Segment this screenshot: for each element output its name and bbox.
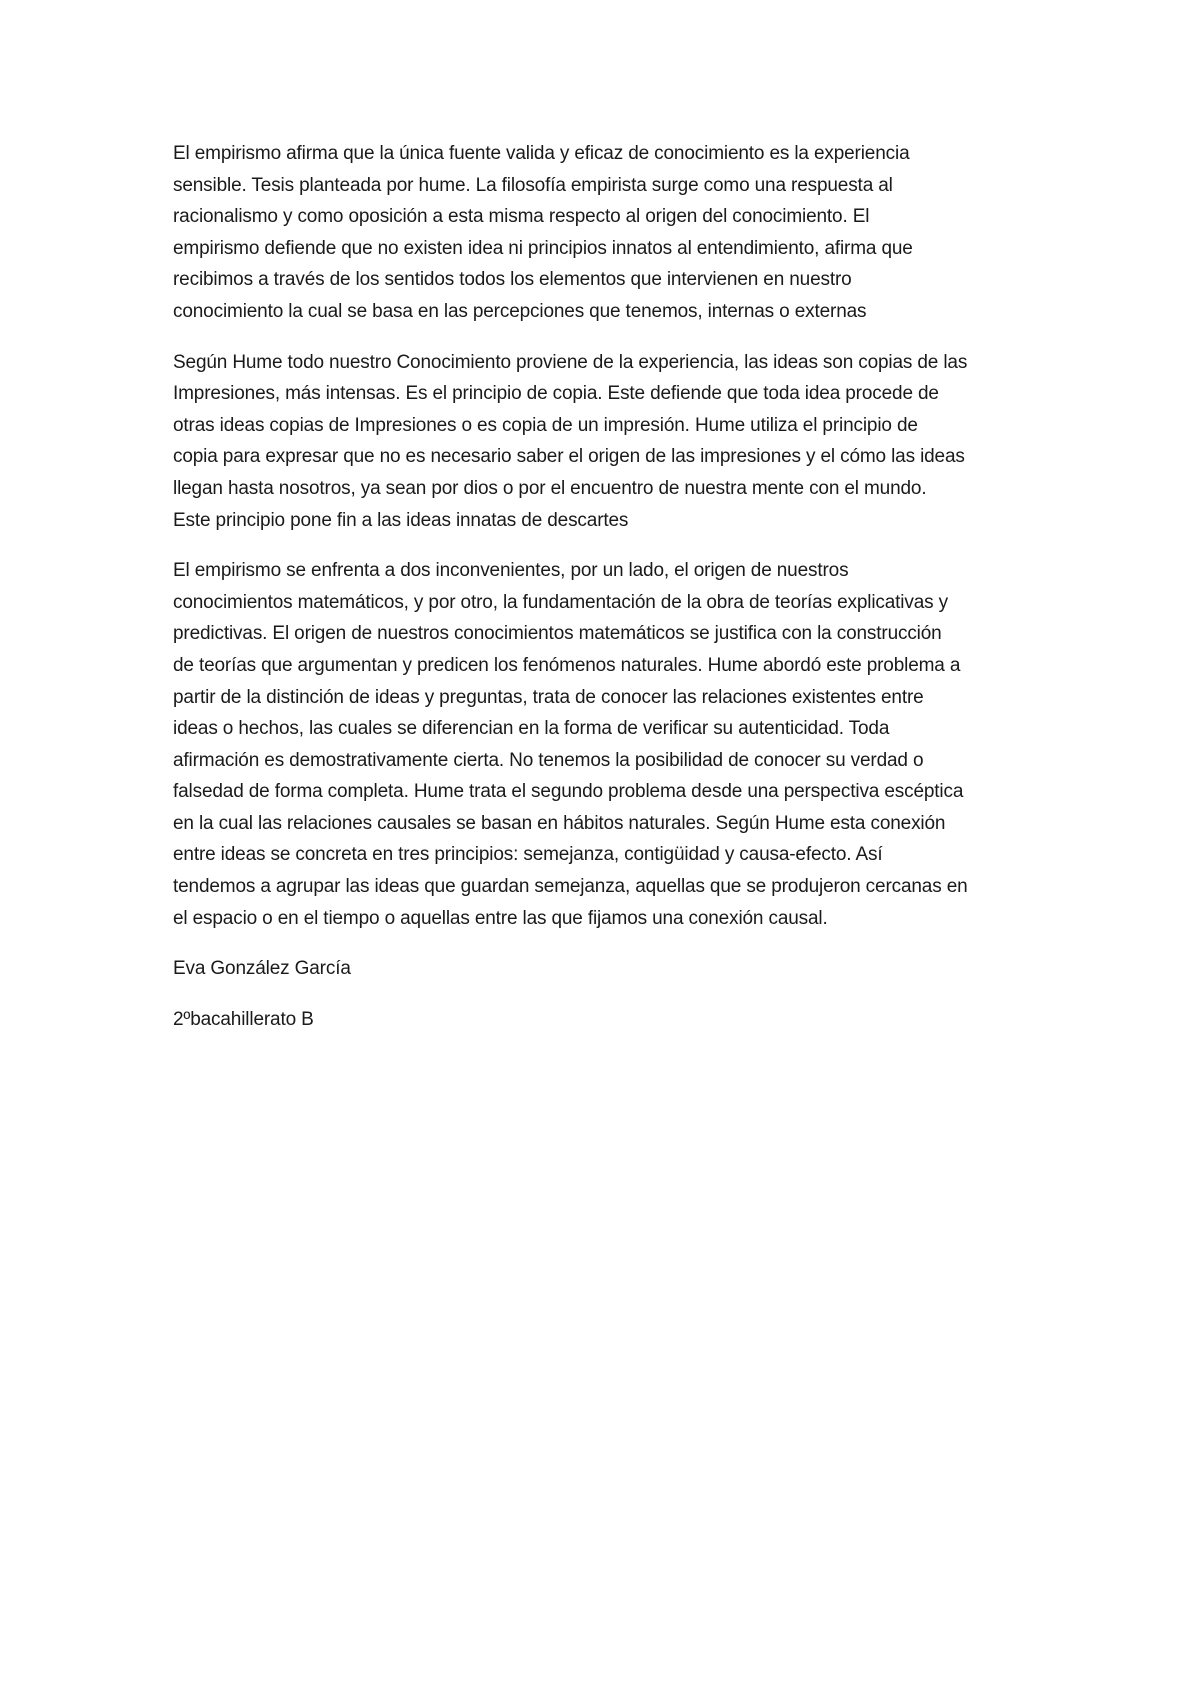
text-line: entre ideas se concreta en tres principios: semejanza, contigüidad y causa-efecto. Así — [173, 844, 883, 866]
paragraph-1 — [173, 138, 1043, 328]
text-line: llegan hasta nosotros, ya sean por dios o por el encuentro de nuestra mente con el mundo. — [173, 477, 927, 499]
text-line: falsedad de forma completa. Hume trata el segundo problema desde una perspectiva escéptica — [173, 781, 964, 803]
text-line: El empirismo afirma que la única fuente valida y eficaz de conocimiento es la experiencia — [173, 143, 910, 164]
text-line: el espacio o en el tiempo o aquellas entre las que fijamos una conexión causal. — [173, 907, 828, 929]
text-line: conocimiento la cual se basa en las percepciones que tenemos, internas o externas — [173, 300, 867, 322]
text-line: Impresiones, más intensas. Es el principio de copia. Este defiende que toda idea procede de — [173, 383, 939, 405]
text-line: tendemos a agrupar las ideas que guardan semejanza, aquellas que se produjeron cercanas en — [173, 876, 968, 898]
text-line: empirismo defiende que no existen idea ni principios innatos al entendimiento, afirma que — [173, 237, 913, 259]
text-line: sensible. Tesis planteada por hume. La filosofía empirista surge como una respuesta al — [173, 174, 893, 196]
text-line: copia para expresar que no es necesario saber el origen de las impresiones y el cómo las ideas — [173, 446, 965, 468]
author-name: Eva González García — [173, 958, 351, 980]
text-line: recibimos a través de los sentidos todos los elementos que intervienen en nuestro — [173, 269, 852, 291]
text-line: racionalismo y como oposición a esta misma respecto al origen del conocimiento. El — [173, 206, 870, 228]
paragraph-3 — [173, 555, 1043, 934]
paragraph-2 — [173, 347, 1043, 537]
course-label: 2ºbacahillerato B — [173, 1008, 314, 1030]
text-line: Este principio pone fin a las ideas innatas de descartes — [173, 509, 629, 531]
text-line: en la cual las relaciones causales se basan en hábitos naturales. Según Hume esta conexión — [173, 812, 946, 834]
text-line: conocimientos matemáticos, y por otro, la fundamentación de la obra de teorías explicativas y — [173, 591, 948, 613]
text-line: ideas o hechos, las cuales se diferencian en la forma de verificar su autenticidad. Toda — [173, 718, 890, 740]
document-page — [173, 138, 1043, 1054]
text-line: otras ideas copias de Impresiones o es copia de un impresión. Hume utiliza el principio de — [173, 414, 918, 436]
text-line: El empirismo se enfrenta a dos inconvenientes, por un lado, el origen de nuestros — [173, 560, 849, 582]
text-line: afirmación es demostrativamente cierta. No tenemos la posibilidad de conocer su verdad o — [173, 749, 924, 771]
text-line: partir de la distinción de ideas y preguntas, trata de conocer las relaciones existentes entre — [173, 686, 924, 708]
text-line: de teorías que argumentan y predicen los fenómenos naturales. Hume abordó este problema a — [173, 654, 961, 676]
text-line: Según Hume todo nuestro Conocimiento proviene de la experiencia, las ideas son copias de las — [173, 351, 968, 373]
text-line: predictivas. El origen de nuestros conocimientos matemáticos se justifica con la construcción — [173, 623, 942, 645]
